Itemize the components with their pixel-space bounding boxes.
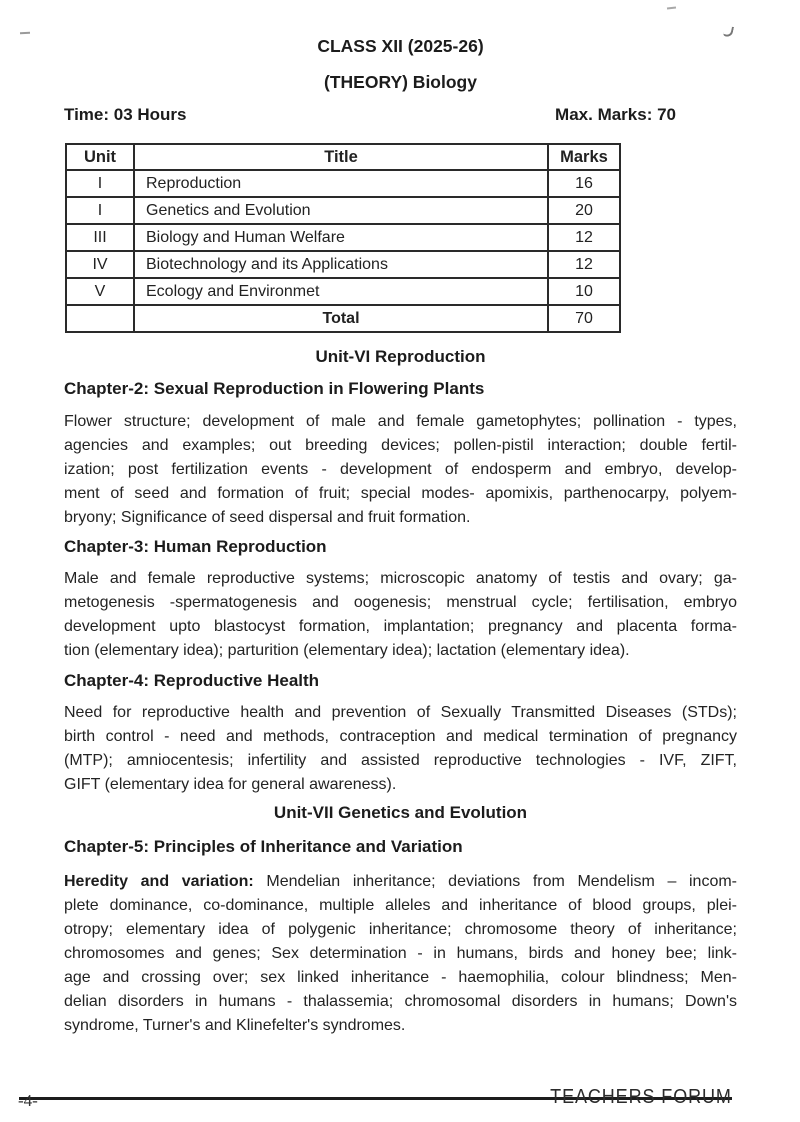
bold-lead: Heredity and variation: [64, 873, 254, 890]
text-line: age and crossing over; sex linked inheritance - haemophilia, colour blindness; Men- [64, 969, 737, 986]
cell-title: Biotechnology and its Applications [134, 251, 548, 278]
document-title: CLASS XII (2025-26) [317, 36, 484, 56]
cell-unit: IV [66, 251, 134, 278]
chapter-heading-5: Chapter-5: Principles of Inheritance and Variation [64, 837, 463, 856]
cell-marks: 12 [548, 251, 620, 278]
unit-heading-genetics: Unit-VII Genetics and Evolution [273, 803, 528, 822]
text-line: GIFT (elementary idea for general awareness). [64, 776, 397, 793]
table-row [66, 170, 620, 197]
cell-title: Genetics and Evolution [134, 197, 548, 224]
text-line: agencies and examples; out breeding devices; pollen-pistil interaction; double fertil- [64, 437, 737, 454]
chapter-heading-4: Chapter-4: Reproductive Health [64, 671, 320, 690]
cell-marks: 20 [548, 197, 620, 224]
text-segment: Mendelian inheritance; deviations from Mendelism – incom- [253, 873, 738, 890]
chapter-5-paragraph [64, 870, 737, 1038]
scan-artifact-dash [667, 7, 676, 10]
cell-unit: III [66, 224, 134, 251]
column-header-title: Title [134, 144, 548, 170]
cell-title: Reproduction [134, 170, 548, 197]
text-line: bryony; Significance of seed dispersal and fruit formation. [64, 509, 471, 526]
unit-heading-reproduction: Unit-VI Reproduction [315, 347, 486, 366]
page-number: -4- [18, 1091, 38, 1110]
cell-marks: 16 [548, 170, 620, 197]
column-header-unit: Unit [66, 144, 134, 170]
cell-total-marks: 70 [548, 305, 620, 332]
document-subtitle: (THEORY) Biology [324, 72, 477, 92]
text-line: Need for reproductive health and prevention of Sexually Transmitted Diseases (STDs); [64, 704, 737, 721]
cell-marks: 10 [548, 278, 620, 305]
chapter-4-paragraph [64, 701, 737, 797]
chapter-2-paragraph [64, 410, 737, 530]
table-total-row [66, 305, 620, 332]
text-line: ization; post fertilization events - development of endosperm and embryo, develop- [64, 461, 737, 478]
scan-artifact-dash [20, 32, 30, 35]
text-line [64, 870, 737, 894]
cell-unit-empty [66, 305, 134, 332]
marks-table [65, 143, 621, 333]
cell-title: Ecology and Environmet [134, 278, 548, 305]
text-line: ment of seed and formation of fruit; special modes- apomixis, parthenocarpy, polyem- [64, 485, 737, 502]
cell-unit: I [66, 170, 134, 197]
cell-unit: V [66, 278, 134, 305]
text-line: metogenesis -spermatogenesis and oogenesis; menstrual cycle; fertilisation, embryo [64, 594, 737, 611]
text-line: birth control - need and methods, contraception and medical termination of pregnancy [64, 728, 737, 745]
cell-title: Biology and Human Welfare [134, 224, 548, 251]
text-line: otropy; elementary idea of polygenic inheritance; chromosome theory of inheritance; [64, 921, 737, 938]
table-header-row [66, 144, 620, 170]
text-line: delian disorders in humans - thalassemia; chromosomal disorders in humans; Down's [64, 993, 737, 1010]
text-line: (MTP); amniocentesis; infertility and assisted reproductive technologies - IVF, ZIFT, [64, 752, 737, 769]
table-row [66, 224, 620, 251]
max-marks-label: Max. Marks: 70 [555, 105, 676, 124]
time-label: Time: 03 Hours [64, 105, 187, 124]
text-line: chromosomes and genes; Sex determination - in humans, birds and honey bee; link- [64, 945, 737, 962]
cell-total-label: Total [134, 305, 548, 332]
text-line: Flower structure; development of male and female gametophytes; pollination - types, [64, 413, 737, 430]
cell-marks: 12 [548, 224, 620, 251]
table-row [66, 251, 620, 278]
table-row [66, 197, 620, 224]
text-line: tion (elementary idea); parturition (elementary idea); lactation (elementary idea). [64, 642, 630, 659]
chapter-3-paragraph [64, 567, 737, 663]
text-line: Male and female reproductive systems; microscopic anatomy of testis and ovary; ga- [64, 570, 737, 587]
chapter-heading-3: Chapter-3: Human Reproduction [64, 537, 327, 556]
column-header-marks: Marks [548, 144, 620, 170]
text-line: development upto blastocyst formation, implantation; pregnancy and placenta forma- [64, 618, 737, 635]
text-line: syndrome, Turner's and Klinefelter's syndromes. [64, 1017, 406, 1034]
time-marks-row [64, 105, 676, 125]
footer-brand: TEACHERS FORUM [550, 1086, 732, 1108]
chapter-heading-2: Chapter-2: Sexual Reproduction in Flowering Plants [64, 379, 485, 398]
cell-unit: I [66, 197, 134, 224]
table-row [66, 278, 620, 305]
text-line: plete dominance, co-dominance, multiple alleles and inheritance of blood groups, plei- [64, 897, 737, 914]
